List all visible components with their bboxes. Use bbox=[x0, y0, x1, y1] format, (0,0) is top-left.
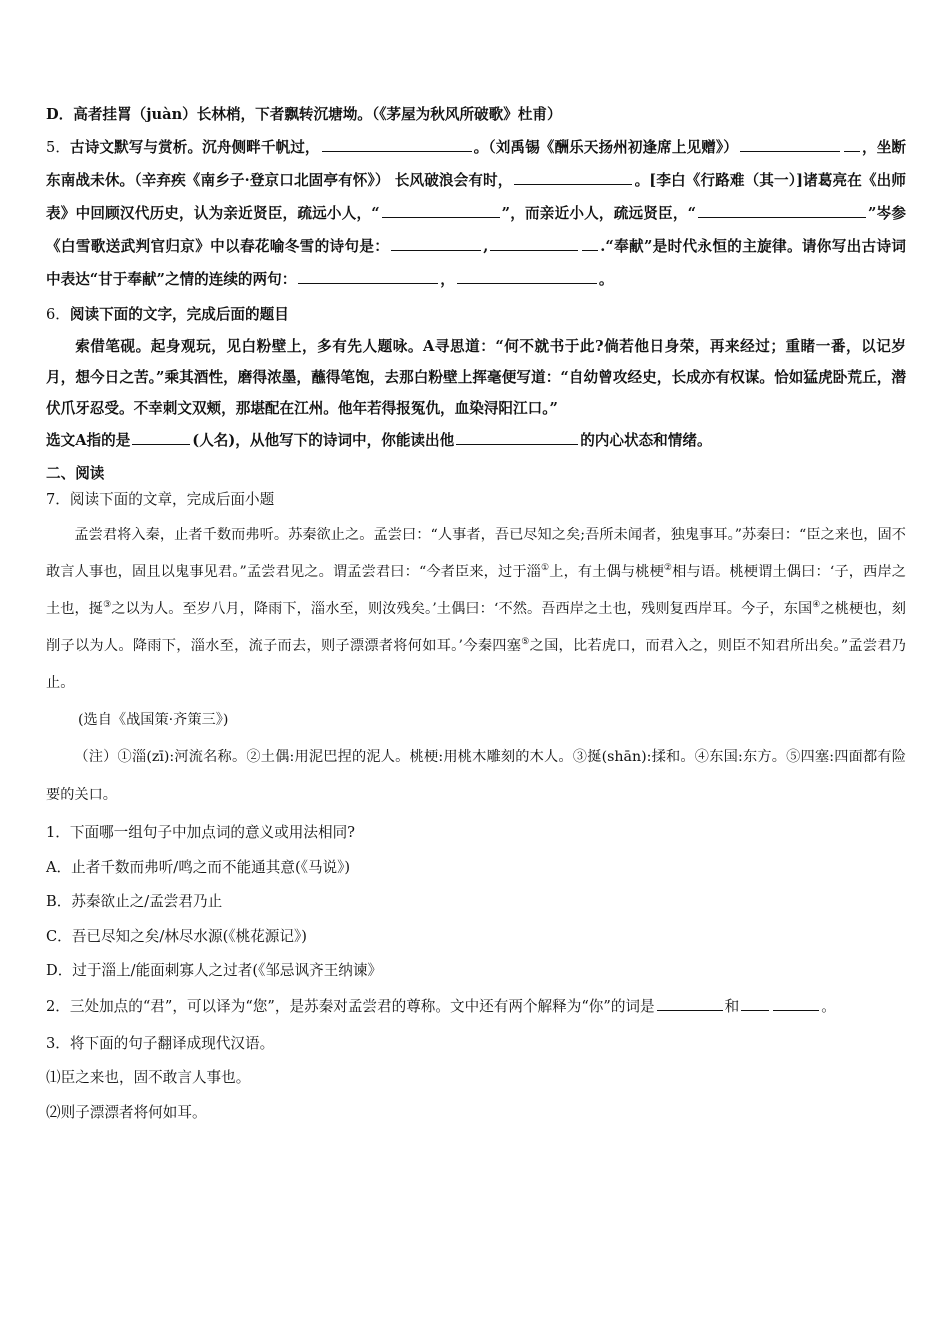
footnote-marker: ③ bbox=[103, 600, 112, 610]
sub3-question: 3．将下面的句子翻译成现代汉语。 bbox=[46, 1034, 275, 1052]
answer-blank[interactable] bbox=[391, 235, 481, 251]
answer-blank[interactable] bbox=[773, 995, 819, 1011]
q7-number: 7． bbox=[46, 491, 70, 508]
q6-passage: 索借笔砚。起身观玩，见白粉壁上，多有先人题咏。A寻思道：“何不就书于此?倘若他日身荣，再来经过；重睹一番，以记岁月，想今日之苦。”乘其酒性，磨得浓墨，蘸得笔饱，去那白粉壁上挥毫便写道：“自幼曾攻经史，长成亦有权谋。恰如猛虎卧荒丘，潜伏爪牙忍受。不幸刺文双颊，那堪配在江州。他年若得报冤仇，血染浔阳江口。” bbox=[46, 338, 906, 417]
sub2-question: 2．三处加点的“君”，可以译为“您”，是苏秦对孟尝君的尊称。文中还有两个解释为“你”的词是 和 。 bbox=[46, 989, 906, 1025]
sub1-option-b[interactable]: B．苏秦欲止之/孟尝君乃止 bbox=[46, 893, 223, 910]
sub1-option-c[interactable]: C．吾已尽知之矣/林尽水源(《桃花源记》) bbox=[46, 927, 307, 945]
answer-blank[interactable] bbox=[490, 235, 578, 251]
q6-title: 6．阅读下面的文字，完成后面的题目 bbox=[46, 306, 289, 323]
answer-blank[interactable] bbox=[698, 202, 866, 218]
q6-question: 选文A指的是 (人名)，从他写下的诗词中，你能读出他 的内心状态和情绪。 bbox=[46, 424, 906, 457]
answer-blank[interactable] bbox=[657, 995, 723, 1011]
sub1-question: 1．下面哪一组句子中加点词的意义或用法相同? bbox=[46, 824, 355, 841]
q5-question: 5．古诗文默写与赏析。沉舟侧畔千帆过， 。（刘禹锡《酬乐天扬州初逢席上见赠》） ，坐断东南战未休。（辛弃疾《南乡子·登京口北固亭有怀》） 长风破浪会有时， 。[李白《行路难（其一）]诸葛亮在《出师表》中回顾汉代历史，认为亲近贤臣，疏远小人，“ ”，而亲近小人，疏远贤臣，“ ”岑参《白雪歌送武判官归京》中以春花喻冬雪的诗句是： , .“奉献”是时代永恒的主旋律。请你写出古诗词中表达“甘于奉献”之情的连续的两句： ， 。 bbox=[46, 131, 906, 296]
sub3-item-1: ⑴臣之来也，固不敢言人事也。 bbox=[46, 1069, 251, 1086]
q5-number: 5． bbox=[46, 139, 71, 156]
q7-notes: （注）①淄(zī):河流名称。②土偶:用泥巴捏的泥人。桃梗:用桃木雕刻的木人。③挻(shān):揉和。④东国:东方。⑤四塞:四面都有险要的关口。 bbox=[46, 749, 906, 803]
q7-passage: 孟尝君将入秦，止者千数而弗听。苏秦欲止之。孟尝曰：“人事者，吾已尽知之矣;吾所未闻者，独鬼事耳。”苏秦曰：“臣之来也，固不敢言人事也，固且以鬼事见君。”孟尝君见之。谓孟尝君曰：“今者臣来，过于淄①上，有土偶与桃梗②相与语。桃梗谓土偶曰：‘子，西岸之土也，挻③之以为人。至岁八月，降雨下，淄水至，则汝残矣。’土偶曰：‘不然。吾西岸之土也，残则复西岸耳。今子，东国④之桃梗也，刻削子以为人。降雨下，淄水至，流子而去，则子漂漂者将何如耳。’今秦四塞⑤之国，比若虎口，而君入之，则臣不知君所出矣。”孟尝君乃止。 bbox=[46, 527, 906, 691]
footnote-marker: ① bbox=[541, 563, 550, 573]
answer-blank[interactable] bbox=[457, 268, 597, 284]
q6-number: 6． bbox=[46, 306, 70, 323]
q4-option-d: D．高者挂罥（juàn）长林梢，下者飘转沉塘坳。（《茅屋为秋风所破歌》杜甫） bbox=[46, 106, 562, 123]
sub1-option-d[interactable]: D．过于淄上/能面刺寡人之过者(《邹忌讽齐王纳谏》 bbox=[46, 962, 383, 979]
answer-blank[interactable] bbox=[456, 429, 578, 445]
answer-blank[interactable] bbox=[382, 202, 500, 218]
answer-blank[interactable] bbox=[740, 136, 840, 152]
footnote-marker: ⑤ bbox=[521, 637, 530, 647]
answer-blank[interactable] bbox=[514, 169, 632, 185]
sub3-item-2: ⑵则子漂漂者将何如耳。 bbox=[46, 1103, 207, 1121]
answer-blank[interactable] bbox=[582, 235, 598, 251]
answer-blank[interactable] bbox=[322, 136, 472, 152]
footnote-marker: ④ bbox=[812, 600, 821, 610]
footnote-marker: ② bbox=[663, 563, 673, 573]
answer-blank[interactable] bbox=[844, 136, 860, 152]
q7-source: (选自《战国策·齐策三》) bbox=[78, 712, 229, 728]
section-title: 二、阅读 bbox=[46, 465, 105, 482]
sub1-option-a[interactable]: A．止者千数而弗听/鸣之而不能通其意(《马说》) bbox=[46, 858, 351, 876]
q7-title: 7．阅读下面的文章，完成后面小题 bbox=[46, 491, 275, 508]
answer-blank[interactable] bbox=[298, 268, 438, 284]
exam-page bbox=[46, 98, 906, 1130]
answer-blank[interactable] bbox=[132, 429, 190, 445]
answer-blank[interactable] bbox=[741, 995, 769, 1011]
